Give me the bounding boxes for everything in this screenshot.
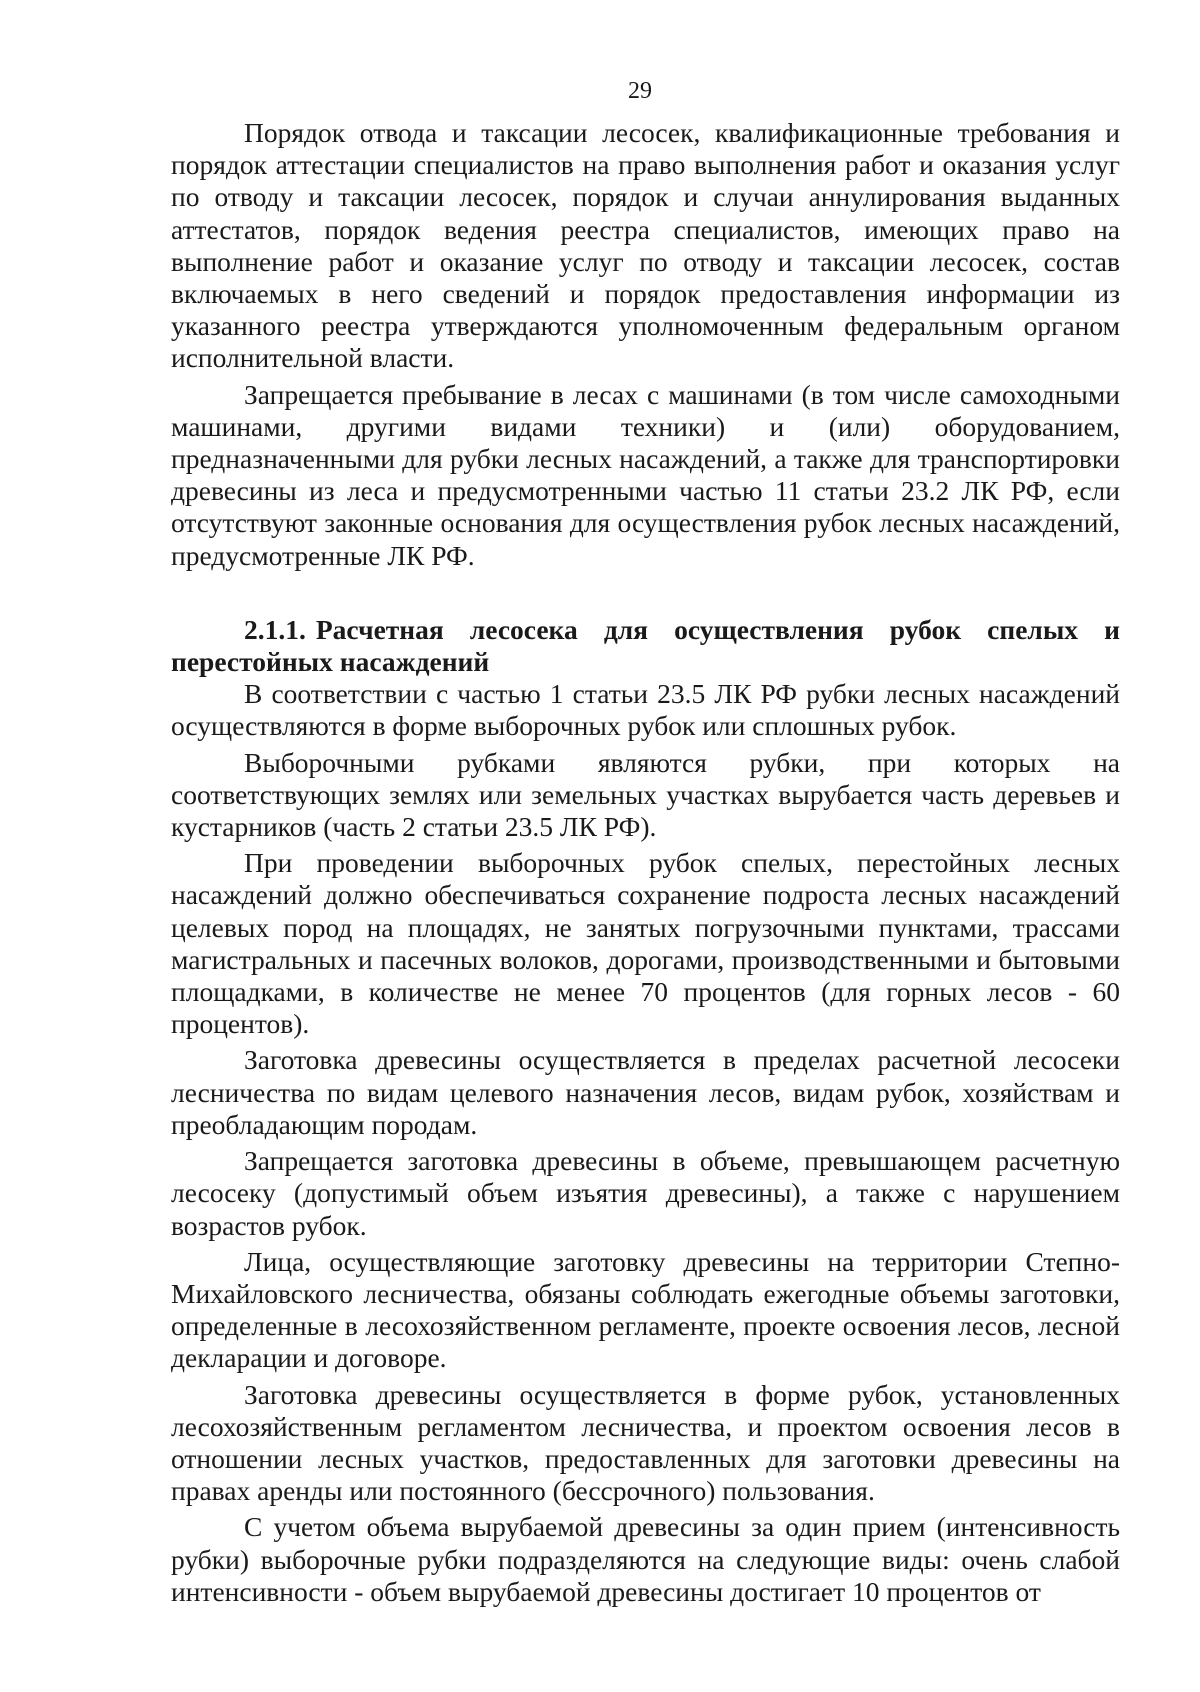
paragraph: Заготовка древесины осуществляется в пределах расчетной лесосеки лесничества по видам целевого назначения лесов, видам рубок, хозяйствам и преобладающим породам. [171, 1044, 1120, 1140]
section-heading [171, 614, 1120, 678]
paragraph: В соответствии с частью 1 статьи 23.5 ЛК РФ рубки лесных насаждений осуществляются в форме выборочных рубок или сплошных рубок. [171, 678, 1120, 742]
paragraph: Лица, осуществляющие заготовку древесины на территории Степно-Михайловского лесничества, обязаны соблюдать ежегодные объемы заготовки, определенные в лесохозяйственном регламенте, проекте освоения лесов, лесной декларации и договоре. [171, 1245, 1120, 1374]
paragraph: Выборочными рубками являются рубки, при которых на соответствующих землях или земельных участках вырубается часть деревьев и кустарников (часть 2 статьи 23.5 ЛК РФ). [171, 746, 1120, 843]
paragraph: При проведении выборочных рубок спелых, перестойных лесных насаждений должно обеспечиваться сохранение подроста лесных насаждений целевых пород на площадях, не занятых погрузочными пунктами, трассами магистральных и пасечных волоков, дорогами, производственными и бытовыми площадками, в количестве не менее 70 процентов (для горных лесов - 60 процентов). [171, 847, 1120, 1040]
section-heading-text: Расчетная лесосека для осуществления рубок спелых и перестойных насаждений [171, 613, 1120, 678]
section-heading-number: 2.1.1. [244, 613, 306, 645]
page-number: 29 [628, 78, 652, 104]
paragraph: Запрещается пребывание в лесах с машинами (в том числе самоходными машинами, другими видами техники) и (или) оборудованием, предназначенными для рубки лесных насаждений, а также для транспортировки древесины из леса и предусмотренными частью 11 статьи 23.2 ЛК РФ, если отсутствуют законные основания для осуществления рубок лесных насаждений, предусмотренные ЛК РФ. [171, 378, 1120, 571]
document-body [171, 117, 1120, 1608]
paragraph: С учетом объема вырубаемой древесины за один прием (интенсивность рубки) выборочные рубки подразделяются на следующие виды: очень слабой интенсивности - объем вырубаемой древесины достигает 10 процентов от [171, 1511, 1120, 1607]
paragraph: Порядок отвода и таксации лесосек, квалификационные требования и порядок аттестации специалистов на право выполнения работ и оказания услуг по отводу и таксации лесосек, порядок и случаи аннулирования выданных аттестатов, порядок ведения реестра специалистов, имеющих право на выполнение работ и оказание услуг по отводу и таксации лесосек, состав включаемых в него сведений и порядок предоставления информации из указанного реестра утверждаются уполномоченным федеральным органом исполнительной власти. [171, 117, 1120, 374]
paragraph: Заготовка древесины осуществляется в форме рубок, установленных лесохозяйственным регламентом лесничества, и проектом освоения лесов в отношении лесных участков, предоставленных для заготовки древесины на правах аренды или постоянного (бессрочного) пользования. [171, 1378, 1120, 1507]
paragraph: Запрещается заготовка древесины в объеме, превышающем расчетную лесосеку (допустимый объем изъятия древесины), а также с нарушением возрастов рубок. [171, 1145, 1120, 1241]
